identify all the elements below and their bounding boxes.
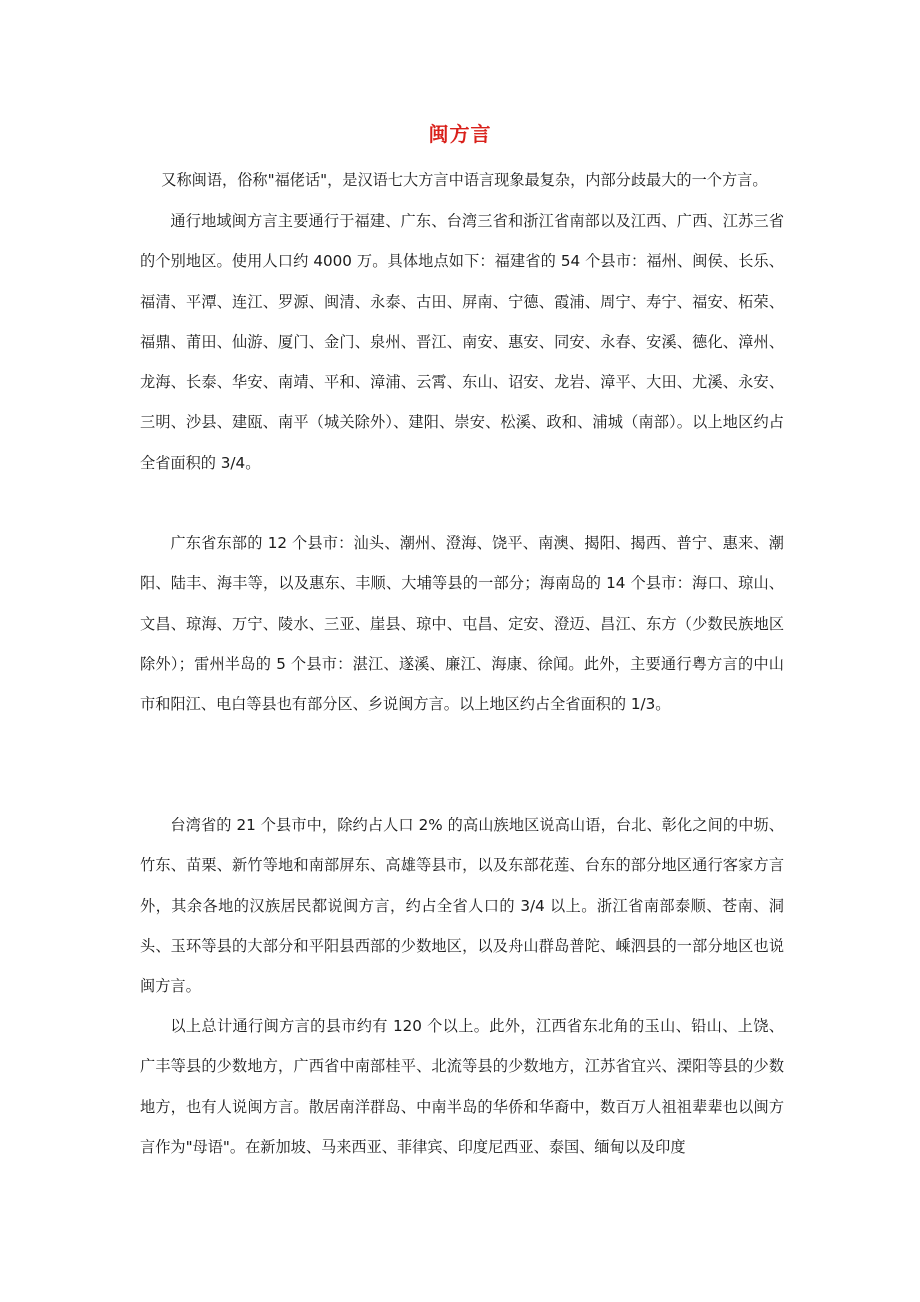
fujian-paragraph: 通行地域闽方言主要通行于福建、广东、台湾三省和浙江省南部以及江西、广西、江苏三省的个别地区。使用人口约 4000 万。具体地点如下：福建省的 54 个县市：福州、闽侯、长乐、福清、平潭、连江、罗源、闽清、永泰、古田、屏南、宁德、霞浦、周宁、寿宁、福安、柘荣、福鼎、莆田、仙游、厦门、金门、泉州、晋江、南安、惠安、同安、永春、安溪、德化、漳州、龙海、长泰、华安、南靖、平和、漳浦、云霄、东山、诏安、龙岩、漳平、大田、尤溪、永安、三明、沙县、建瓯、南平（城关除外）、建阳、崇安、松溪、政和、浦城（南部）。以上地区约占全省面积的 3/4。 <box>140 212 784 472</box>
summary-paragraph: 以上总计通行闽方言的县市约有 120 个以上。此外，江西省东北角的玉山、铅山、上饶、广丰等县的少数地方，广西省中南部桂平、北流等县的少数地方，江苏省宜兴、溧阳等县的少数地方，也有人说闽方言。散居南洋群岛、中南半岛的华侨和华裔中，数百万人祖祖辈辈也以闽方言作为"母语"。在新加坡、马来西亚、菲律宾、印度尼西亚、泰国、缅甸以及印度 <box>140 1017 784 1156</box>
taiwan-paragraph: 台湾省的 21 个县市中，除约占人口 2% 的高山族地区说高山语，台北、彰化之间的中坜、竹东、苗栗、新竹等地和南部屏东、高雄等县市，以及东部花莲、台东的部分地区通行客家方言外，其余各地的汉族居民都说闽方言，约占全省人口的 3/4 以上。浙江省南部泰顺、苍南、洞头、玉环等县的大部分和平阳县西部的少数地区，以及舟山群岛普陀、嵊泗县的一部分地区也说闽方言。 <box>140 816 784 996</box>
intro-paragraph: 又称闽语，俗称"福佬话"，是汉语七大方言中语言现象最复杂，内部分歧最大的一个方言。 <box>161 171 768 189</box>
document-title: 闽方言 <box>428 122 492 146</box>
guangdong-paragraph: 广东省东部的 12 个县市：汕头、潮州、澄海、饶平、南澳、揭阳、揭西、普宁、惠来、潮阳、陆丰、海丰等，以及惠东、丰顺、大埔等县的一部分；海南岛的 14 个县市：海口、琼山、文昌、琼海、万宁、陵水、三亚、崖县、琼中、屯昌、定安、澄迈、昌江、东方（少数民族地区除外）；雷州半岛的 5 个县市：湛江、遂溪、廉江、海康、徐闻。此外，主要通行粤方言的中山市和阳江、电白等县也有部分区、乡说闽方言。以上地区约占全省面积的 1/3。 <box>140 534 784 714</box>
